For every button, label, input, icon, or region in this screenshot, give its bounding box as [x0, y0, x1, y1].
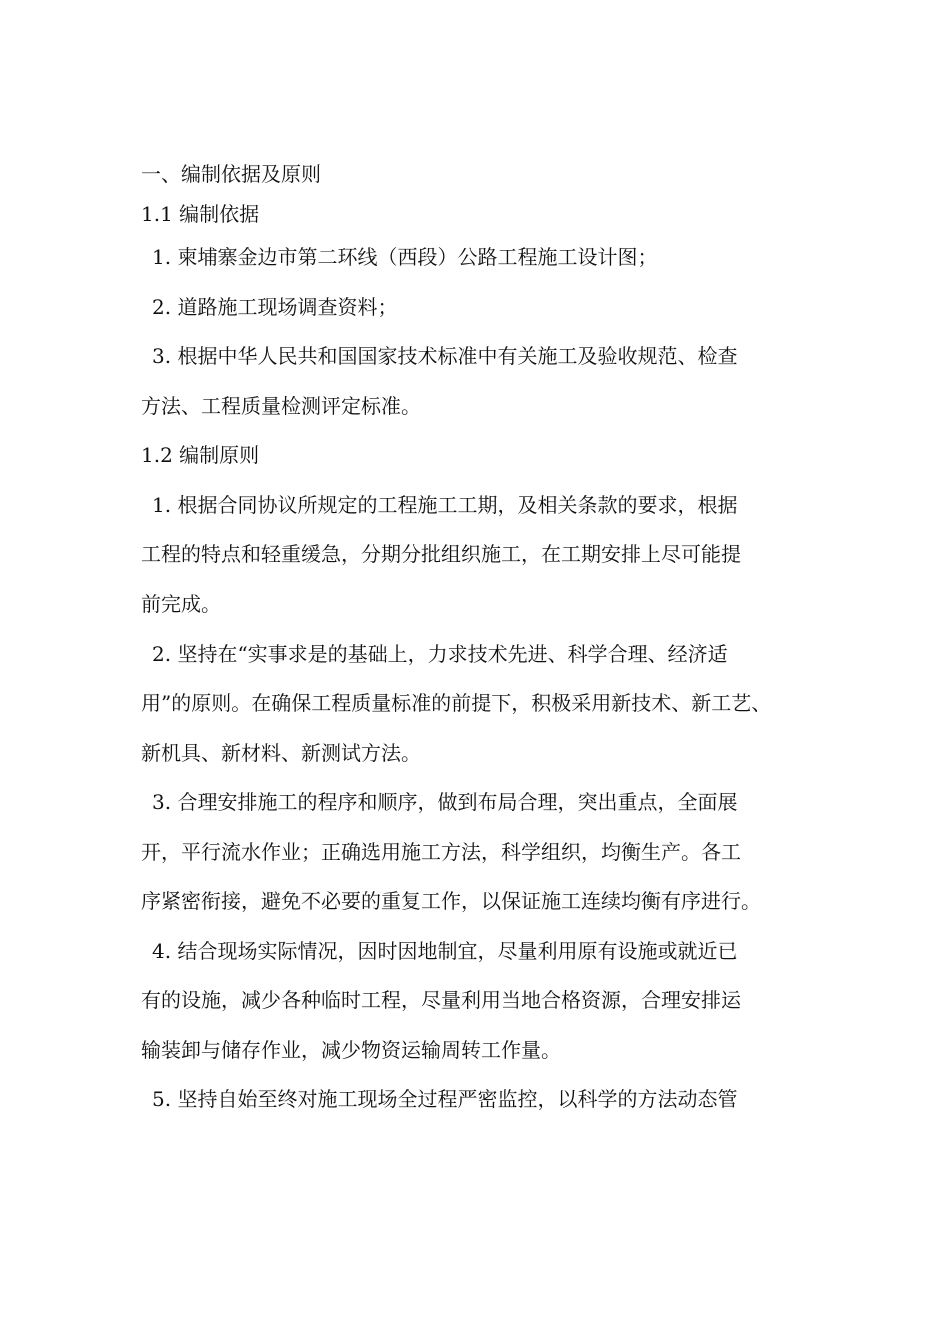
principle-line: 新机具、新材料、新测试方法。	[141, 741, 421, 765]
basis-item-3-cont: 方法、工程质量检测评定标准。	[141, 394, 421, 418]
principle-line: 有的设施，减少各种临时工程，尽量利用当地合格资源，合理安排运	[141, 988, 741, 1012]
principle-line: 工程的特点和轻重缓急，分期分批组织施工，在工期安排上尽可能提	[141, 542, 741, 566]
principle-line: 2. 坚持在“实事求是的基础上，力求技术先进、科学合理、经济适	[152, 642, 728, 666]
subsection-title-1-2: 1.2 编制原则	[141, 443, 260, 467]
principle-line: 3. 合理安排施工的程序和顺序，做到布局合理，突出重点，全面展	[152, 790, 738, 814]
section-heading: 一、编制依据及原则	[141, 162, 321, 186]
principle-line: 1. 根据合同协议所规定的工程施工工期，及相关条款的要求，根据	[152, 493, 738, 517]
basis-item-1: 1. 柬埔寨金边市第二环线（西段）公路工程施工设计图；	[152, 245, 658, 269]
principle-line: 输装卸与储存作业，减少物资运输周转工作量。	[141, 1038, 561, 1062]
principle-line: 4. 结合现场实际情况，因时因地制宜，尽量利用原有设施或就近已	[152, 939, 738, 963]
principle-line: 开，平行流水作业；正确选用施工方法，科学组织，均衡生产。各工	[141, 840, 741, 864]
principle-line: 5. 坚持自始至终对施工现场全过程严密监控，以科学的方法动态管	[152, 1087, 738, 1111]
principle-line: 前完成。	[141, 592, 221, 616]
principle-line: 序紧密衔接，避免不必要的重复工作，以保证施工连续均衡有序进行。	[141, 889, 761, 913]
basis-item-3: 3. 根据中华人民共和国国家技术标准中有关施工及验收规范、检查	[152, 344, 738, 368]
basis-item-2: 2. 道路施工现场调查资料；	[152, 295, 398, 319]
principle-line: 用”的原则。在确保工程质量标准的前提下，积极采用新技术、新工艺、	[141, 691, 772, 715]
subsection-title-1-1: 1.1 编制依据	[141, 202, 260, 226]
